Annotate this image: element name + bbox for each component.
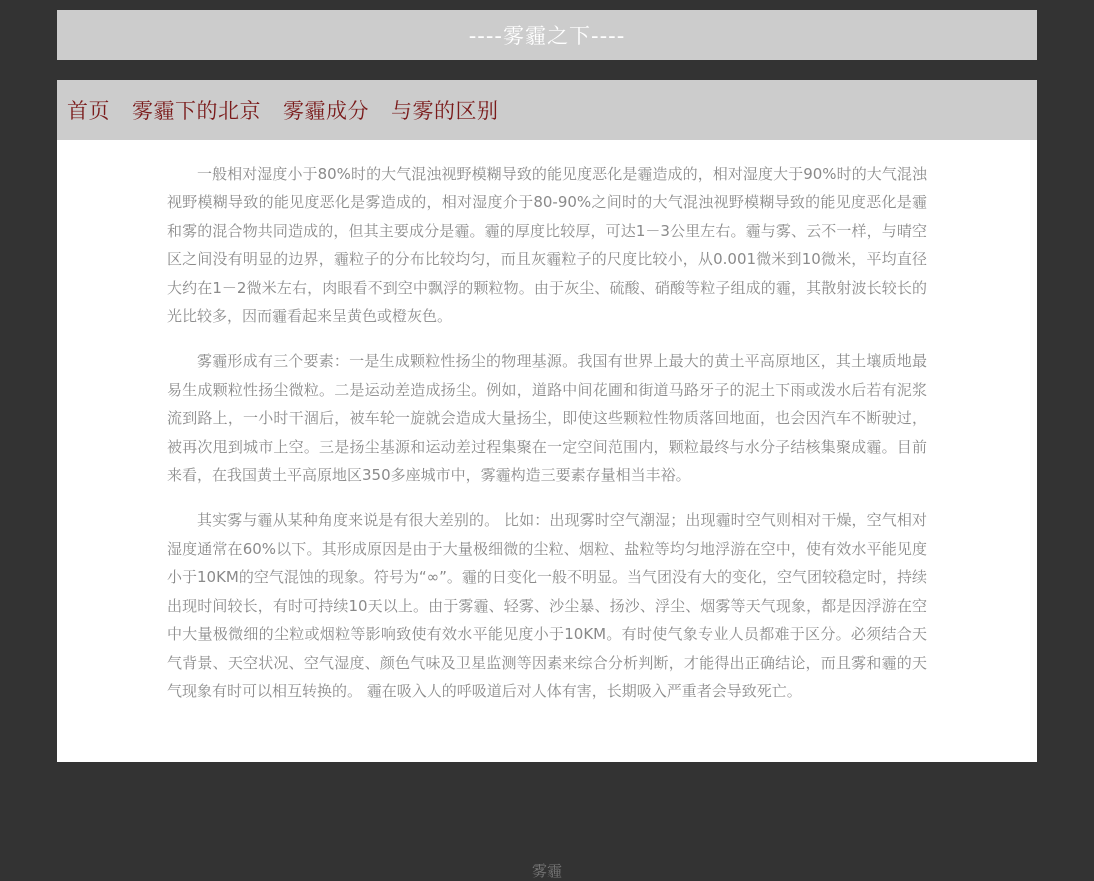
site-title: ----雾霾之下---- (468, 24, 626, 48)
footer-text: 雾霾 (531, 862, 562, 880)
nav-bar (57, 80, 1037, 140)
site-header (57, 10, 1037, 60)
article-paragraph: 雾霾形成有三个要素：一是生成颗粒性扬尘的物理基源。我国有世界上最大的黄土平高原地区，其土壤质地最易生成颗粒性扬尘微粒。二是运动差造成扬尘。例如，道路中间花圃和街道马路牙子的泥土下雨或泼水后若有泥浆流到路上，一小时干涸后，被车轮一旋就会造成大量扬尘，即使这些颗粒性物质落回地面，也会因汽车不断驶过，被再次甩到城市上空。三是扬尘基源和运动差过程集聚在一定空间范围内，颗粒最终与水分子结核集聚成霾。目前来看，在我国黄土平高原地区350多座城市中，雾霾构造三要素存量相当丰裕。 (167, 352, 927, 485)
nav-link-home[interactable]: 首页 (67, 99, 110, 123)
article-paragraph: 其实雾与霾从某种角度来说是有很大差别的。 比如：出现雾时空气潮湿；出现霾时空气则相对干燥，空气相对湿度通常在60%以下。其形成原因是由于大量极细微的尘粒、烟粒、盐粒等均匀地浮游在空中，使有效水平能见度小于10KM的空气混蚀的现象。符号为“∞”。霾的日变化一般不明显。当气团没有大的变化，空气团较稳定时，持续出现时间较长，有时可持续10天以上。由于雾霾、轻雾、沙尘暴、扬沙、浮尘、烟雾等天气现象，都是因浮游在空中大量极微细的尘粒或烟粒等影响致使有效水平能见度小于10KM。有时使气象专业人员都难于区分。必须结合天气背景、天空状况、空气湿度、颜色气味及卫星监测等因素来综合分析判断，才能得出正确结论，而且雾和霾的天气现象有时可以相互转换的。 霾在吸入人的呼吸道后对人体有害，长期吸入严重者会导致死亡。 (167, 511, 927, 700)
article-body (57, 140, 1037, 705)
nav-link-smog-composition[interactable]: 雾霾成分 (283, 99, 369, 123)
nav-link-beijing-smog[interactable]: 雾霾下的北京 (132, 99, 261, 123)
nav-link-fog-difference[interactable]: 与雾的区别 (391, 99, 499, 123)
main-content-card (57, 80, 1037, 762)
article-paragraph: 一般相对湿度小于80%时的大气混浊视野模糊导致的能见度恶化是霾造成的，相对湿度大于90%时的大气混浊视野模糊导致的能见度恶化是雾造成的，相对湿度介于80-90%之间时的大气混浊视野模糊导致的能见度恶化是霾和雾的混合物共同造成的，但其主要成分是霾。霾的厚度比较厚，可达1－3公里左右。霾与雾、云不一样，与晴空区之间没有明显的边界，霾粒子的分布比较均匀，而且灰霾粒子的尺度比较小，从0.001微米到10微米，平均直径大约在1－2微米左右，肉眼看不到空中飘浮的颗粒物。由于灰尘、硫酸、硝酸等粒子组成的霾，其散射波长较长的光比较多，因而霾看起来呈黄色或橙灰色。 (167, 165, 927, 326)
